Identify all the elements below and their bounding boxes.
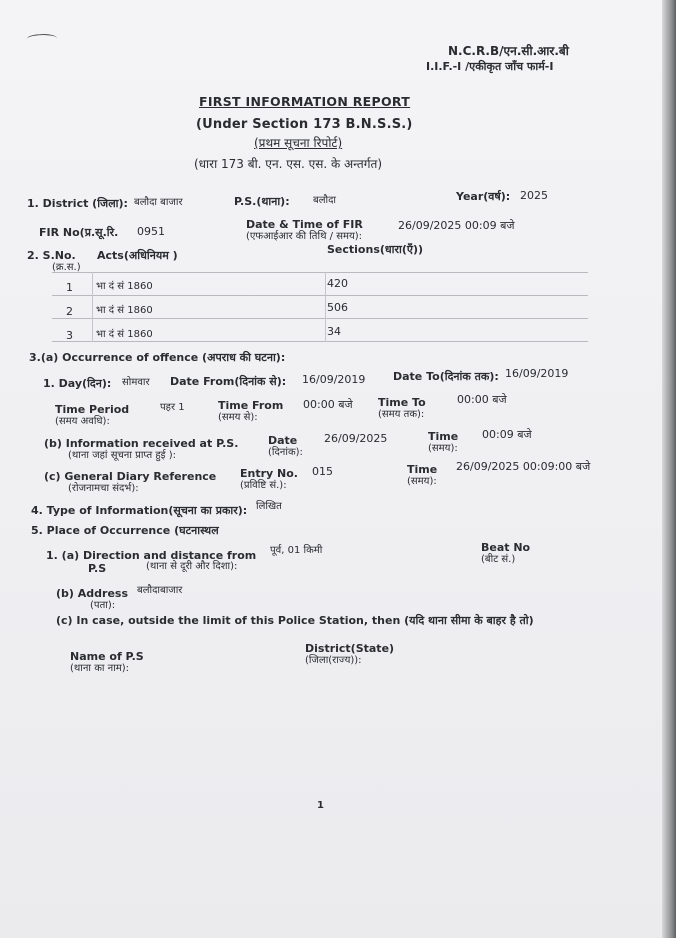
table-row-sno: 1	[66, 281, 73, 294]
date-from-value: 16/09/2019	[302, 373, 366, 386]
table-row-section: 420	[327, 277, 348, 290]
general-diary-label-hi: (रोजनामचा संदर्भ):	[68, 483, 139, 494]
sections-label: Sections(धारा(एँ))	[327, 243, 424, 256]
direction-label-ps: P.S	[88, 562, 107, 575]
page-title: FIRST INFORMATION REPORT	[199, 94, 411, 109]
table-row-section: 34	[327, 325, 341, 338]
district-state-label: District(State)	[305, 642, 395, 655]
date-to-value: 16/09/2019	[505, 367, 569, 380]
time-from-value: 00:00 बजे	[303, 398, 353, 411]
time-to-value: 00:00 बजे	[457, 393, 507, 406]
time-period-label: Time Period	[55, 403, 130, 416]
table-row-act: भा दं सं 1860	[96, 305, 153, 316]
beat-no-label-hi: (बीट सं.)	[481, 554, 516, 565]
name-ps-label: Name of P.S	[70, 650, 144, 663]
pen-mark	[27, 33, 58, 44]
table-row-act: भा दं सं 1860	[96, 329, 153, 340]
iif-header: I.I.F.-I /एकीकृत जाँच फार्म-I	[426, 60, 554, 73]
hindi-title: (प्रथम सूचना रिपोर्ट)	[254, 136, 343, 150]
address-value: बलौदाबाजार	[137, 585, 183, 596]
sno-label: 2. S.No.	[27, 249, 76, 262]
entry-no-label: Entry No.	[240, 467, 298, 480]
info-date-label-hi: (दिनांक):	[268, 447, 303, 458]
time-to-label-hi: (समय तक):	[378, 409, 425, 420]
name-ps-label-hi: (थाना का नाम):	[70, 663, 130, 674]
district-value: बलौदा बाजार	[134, 197, 183, 208]
gd-time-label-hi: (समय):	[407, 476, 437, 487]
outside-limit-label: (c) In case, outside the limit of this Police Station, then (यदि थाना सीमा के बाहर है तो)	[56, 614, 534, 627]
district-state-label-hi: (जिला(राज्य)):	[305, 655, 362, 666]
date-to-label: Date To(दिनांक तक):	[393, 370, 499, 383]
ncrb-header: N.C.R.B/एन.सी.आर.बी	[448, 44, 569, 58]
direction-value: पूर्व, 01 किमी	[270, 545, 323, 556]
beat-no-label: Beat No	[481, 541, 531, 554]
table-row-act: भा दं सं 1860	[96, 281, 153, 292]
page-number: 1	[317, 800, 324, 811]
day-value: सोमवार	[122, 377, 150, 388]
fir-no-value: 0951	[137, 225, 165, 238]
place-heading: 5. Place of Occurrence (घटनास्थल	[31, 524, 219, 537]
table-row-sno: 2	[66, 305, 73, 318]
year-label: Year(वर्ष):	[456, 190, 511, 203]
info-time-value: 00:09 बजे	[482, 428, 532, 441]
fir-datetime-label: Date & Time of FIR	[246, 218, 363, 231]
gd-time-label: Time	[407, 463, 438, 476]
info-time-label: Time	[428, 430, 459, 443]
ps-value: बलौदा	[313, 195, 336, 206]
info-received-label-hi: (थाना जहां सूचना प्राप्त हुई ):	[68, 450, 177, 461]
occurrence-heading: 3.(a) Occurrence of offence (अपराध की घटना):	[29, 351, 286, 364]
general-diary-label: (c) General Diary Reference	[44, 470, 217, 483]
acts-label: Acts(अधिनियम )	[97, 249, 178, 262]
year-value: 2025	[520, 189, 548, 202]
address-label-hi: (पता):	[90, 600, 116, 611]
info-type-label: 4. Type of Information(सूचना का प्रकार):	[31, 504, 248, 517]
time-from-label: Time From	[218, 399, 284, 412]
hindi-section: (धारा 173 बी. एन. एस. एस. के अन्तर्गत)	[194, 157, 382, 171]
info-date-label: Date	[268, 434, 298, 447]
entry-no-label-hi: (प्रविष्टि सं.):	[240, 480, 287, 491]
background-edge	[662, 0, 676, 938]
day-label: 1. Day(दिन):	[43, 377, 112, 390]
address-label: (b) Address	[56, 587, 128, 600]
gd-time-value: 26/09/2025 00:09:00 बजे	[456, 460, 591, 473]
time-period-value: पहर 1	[160, 402, 185, 413]
ps-label: P.S.(थाना):	[234, 195, 290, 208]
fir-datetime-label-hi: (एफआईआर की तिथि / समय):	[246, 231, 363, 242]
time-period-label-hi: (समय अवधि):	[55, 416, 110, 427]
table-row-section: 506	[327, 301, 348, 314]
district-label: 1. District (जिला):	[27, 197, 128, 210]
sno-label-hi: (क्र.स.)	[52, 262, 81, 273]
date-from-label: Date From(दिनांक से):	[170, 375, 287, 388]
time-to-label: Time To	[378, 396, 426, 409]
table-row-sno: 3	[66, 329, 73, 342]
fir-no-label: FIR No(प्र.सू.रि.	[39, 226, 119, 239]
entry-no-value: 015	[312, 465, 333, 478]
time-from-label-hi: (समय से):	[218, 412, 258, 423]
under-section-subtitle: (Under Section 173 B.N.S.S.)	[196, 117, 413, 132]
info-time-label-hi: (समय):	[428, 443, 458, 454]
info-type-value: लिखित	[256, 501, 282, 512]
info-received-label: (b) Information received at P.S.	[44, 437, 239, 450]
direction-label-hi: (थाना से दूरी और दिशा):	[146, 561, 238, 572]
info-date-value: 26/09/2025	[324, 432, 388, 445]
direction-label: 1. (a) Direction and distance from	[46, 549, 257, 562]
fir-datetime-value: 26/09/2025 00:09 बजे	[398, 219, 515, 232]
